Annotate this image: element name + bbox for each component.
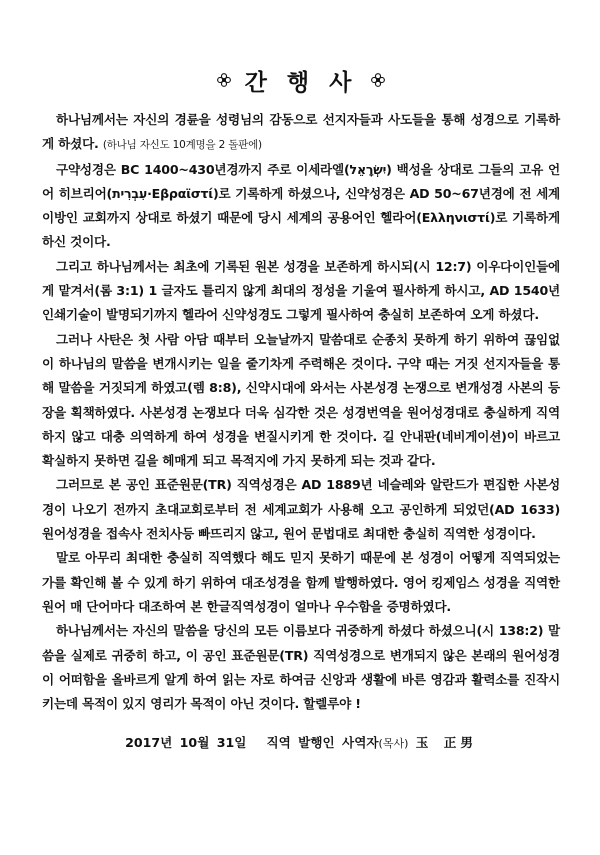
- signature-role: 직역 발행인 사역자: [266, 735, 379, 751]
- paragraph-2: [42, 158, 560, 255]
- paragraph-6: [42, 546, 560, 619]
- paragraph-1-text: 하나님께서는 자신의 경륜을 성령님의 감동으로 선지자들과 사도들을 통해 성경으로 기록하게 하셨다.: [42, 112, 560, 152]
- signature-date: 2017년 10월 31일: [125, 735, 247, 751]
- paragraph-4-text: 그러나 사탄은 첫 사람 아담 때부터 오늘날까지 말씀대로 순종치 못하게 하기 위하여 끊임없이 하나님의 말씀을 변개시키는 일을 줄기차게 주력해온 것이다. 구약 때는 거짓 선지자들을 통해 말씀을 거짓되게 하였고(렘 8:8), 신약시대에 와서는 사본성경 논쟁으로 변개성경 사본의 등장을 획책하였다. 사본성경 논쟁보다 더욱 심각한 것은 성경번역을 원어성경대로 충실하게 직역하지 않고 대충 의역하게 하여 성경을 변질시키게 한 것이다. 길 안내판(네비게이션)이 바르고 확실하지 못하면 길을 헤매게 되고 목적지에 가지 못하게 되는 것과 같다.: [42, 331, 560, 469]
- signature-name: 玉 正男: [415, 735, 477, 751]
- title-row: [42, 62, 560, 98]
- paragraph-4: [42, 328, 560, 474]
- preface-page: [42, 62, 560, 751]
- page-title: 간 행 사: [244, 69, 358, 96]
- signature-line: [42, 732, 560, 751]
- flower-icon: [371, 73, 385, 87]
- paragraph-1-note: (하나님 자신도 10계명을 2 돌판에): [102, 139, 262, 152]
- paragraph-7: [42, 619, 560, 716]
- paragraph-2-text: 구약성경은 BC 1400~430년경까지 주로 이세라엘(יִשְׂרָאֵל) 백성을 상대로 그들의 고유 언어 히브리어(עִבְרִית·Εβραϊστί)로 기록하게 하셨으나, 신약성경은 AD 50~67년경에 전 세계 이방인 교회까지 상대로 하셨기 때문에 당시 세계의 공용어인 헬라어(Ελληνιστί)로 기록하게 하신 것이다.: [42, 161, 560, 250]
- paragraph-5: [42, 473, 560, 546]
- flower-icon: [217, 73, 231, 87]
- paragraph-6-text: 말로 아무리 최대한 충실히 직역했다 해도 믿지 못하기 때문에 본 성경이 어떻게 직역되었는가를 확인해 볼 수 있게 하기 위하여 대조성경을 함께 발행하였다. 영어 킹제임스 성경을 직역한 원어 매 단어마다 대조하여 본 한글직역성경이 얼마나 우수함을 증명하였다.: [42, 550, 560, 614]
- paragraph-1: [42, 108, 560, 158]
- signature-title-note: (목사): [378, 737, 409, 751]
- paragraph-5-text: 그러므로 본 공인 표준원문(TR) 직역성경은 AD 1889년 네슬레와 알란드가 편집한 사본성경이 나오기 전까지 초대교회로부터 전 세계교회가 사용해 오고 공인하게 되었던(AD 1633) 원어성경을 접속사 전치사등 빠뜨리지 않고, 원어 문법대로 최대한 충실히 직역한 성경이다.: [42, 477, 560, 542]
- paragraph-3: [42, 255, 560, 328]
- paragraph-3-text: 그리고 하나님께서는 최초에 기록된 원본 성경을 보존하게 하시되(시 12:7) 이우다이인들에게 맡겨서(롬 3:1) 1 글자도 틀리지 않게 최대의 정성을 기울여 필사하게 하시고, AD 1540년 인쇄기술이 발명되기까지 헬라어 신약성경도 그렇게 필사하여 충실히 보존하여 오게 하셨다.: [42, 258, 560, 323]
- paragraph-7-text: 하나님께서는 자신의 말씀을 당신의 모든 이름보다 귀중하게 하셨다 하셨으니(시 138:2) 말씀을 실제로 귀중히 하고, 이 공인 표준원문(TR) 직역성경으로 변개되지 않은 본래의 원어성경이 어떠함을 올바르게 알게 하여 읽는 자로 하여금 신앙과 생활에 바른 영감과 활력소를 진작시키는데 목적이 있지 영리가 목적이 아닌 것이다. 할렐루야 !: [42, 623, 560, 712]
- preface-body: [42, 108, 560, 716]
